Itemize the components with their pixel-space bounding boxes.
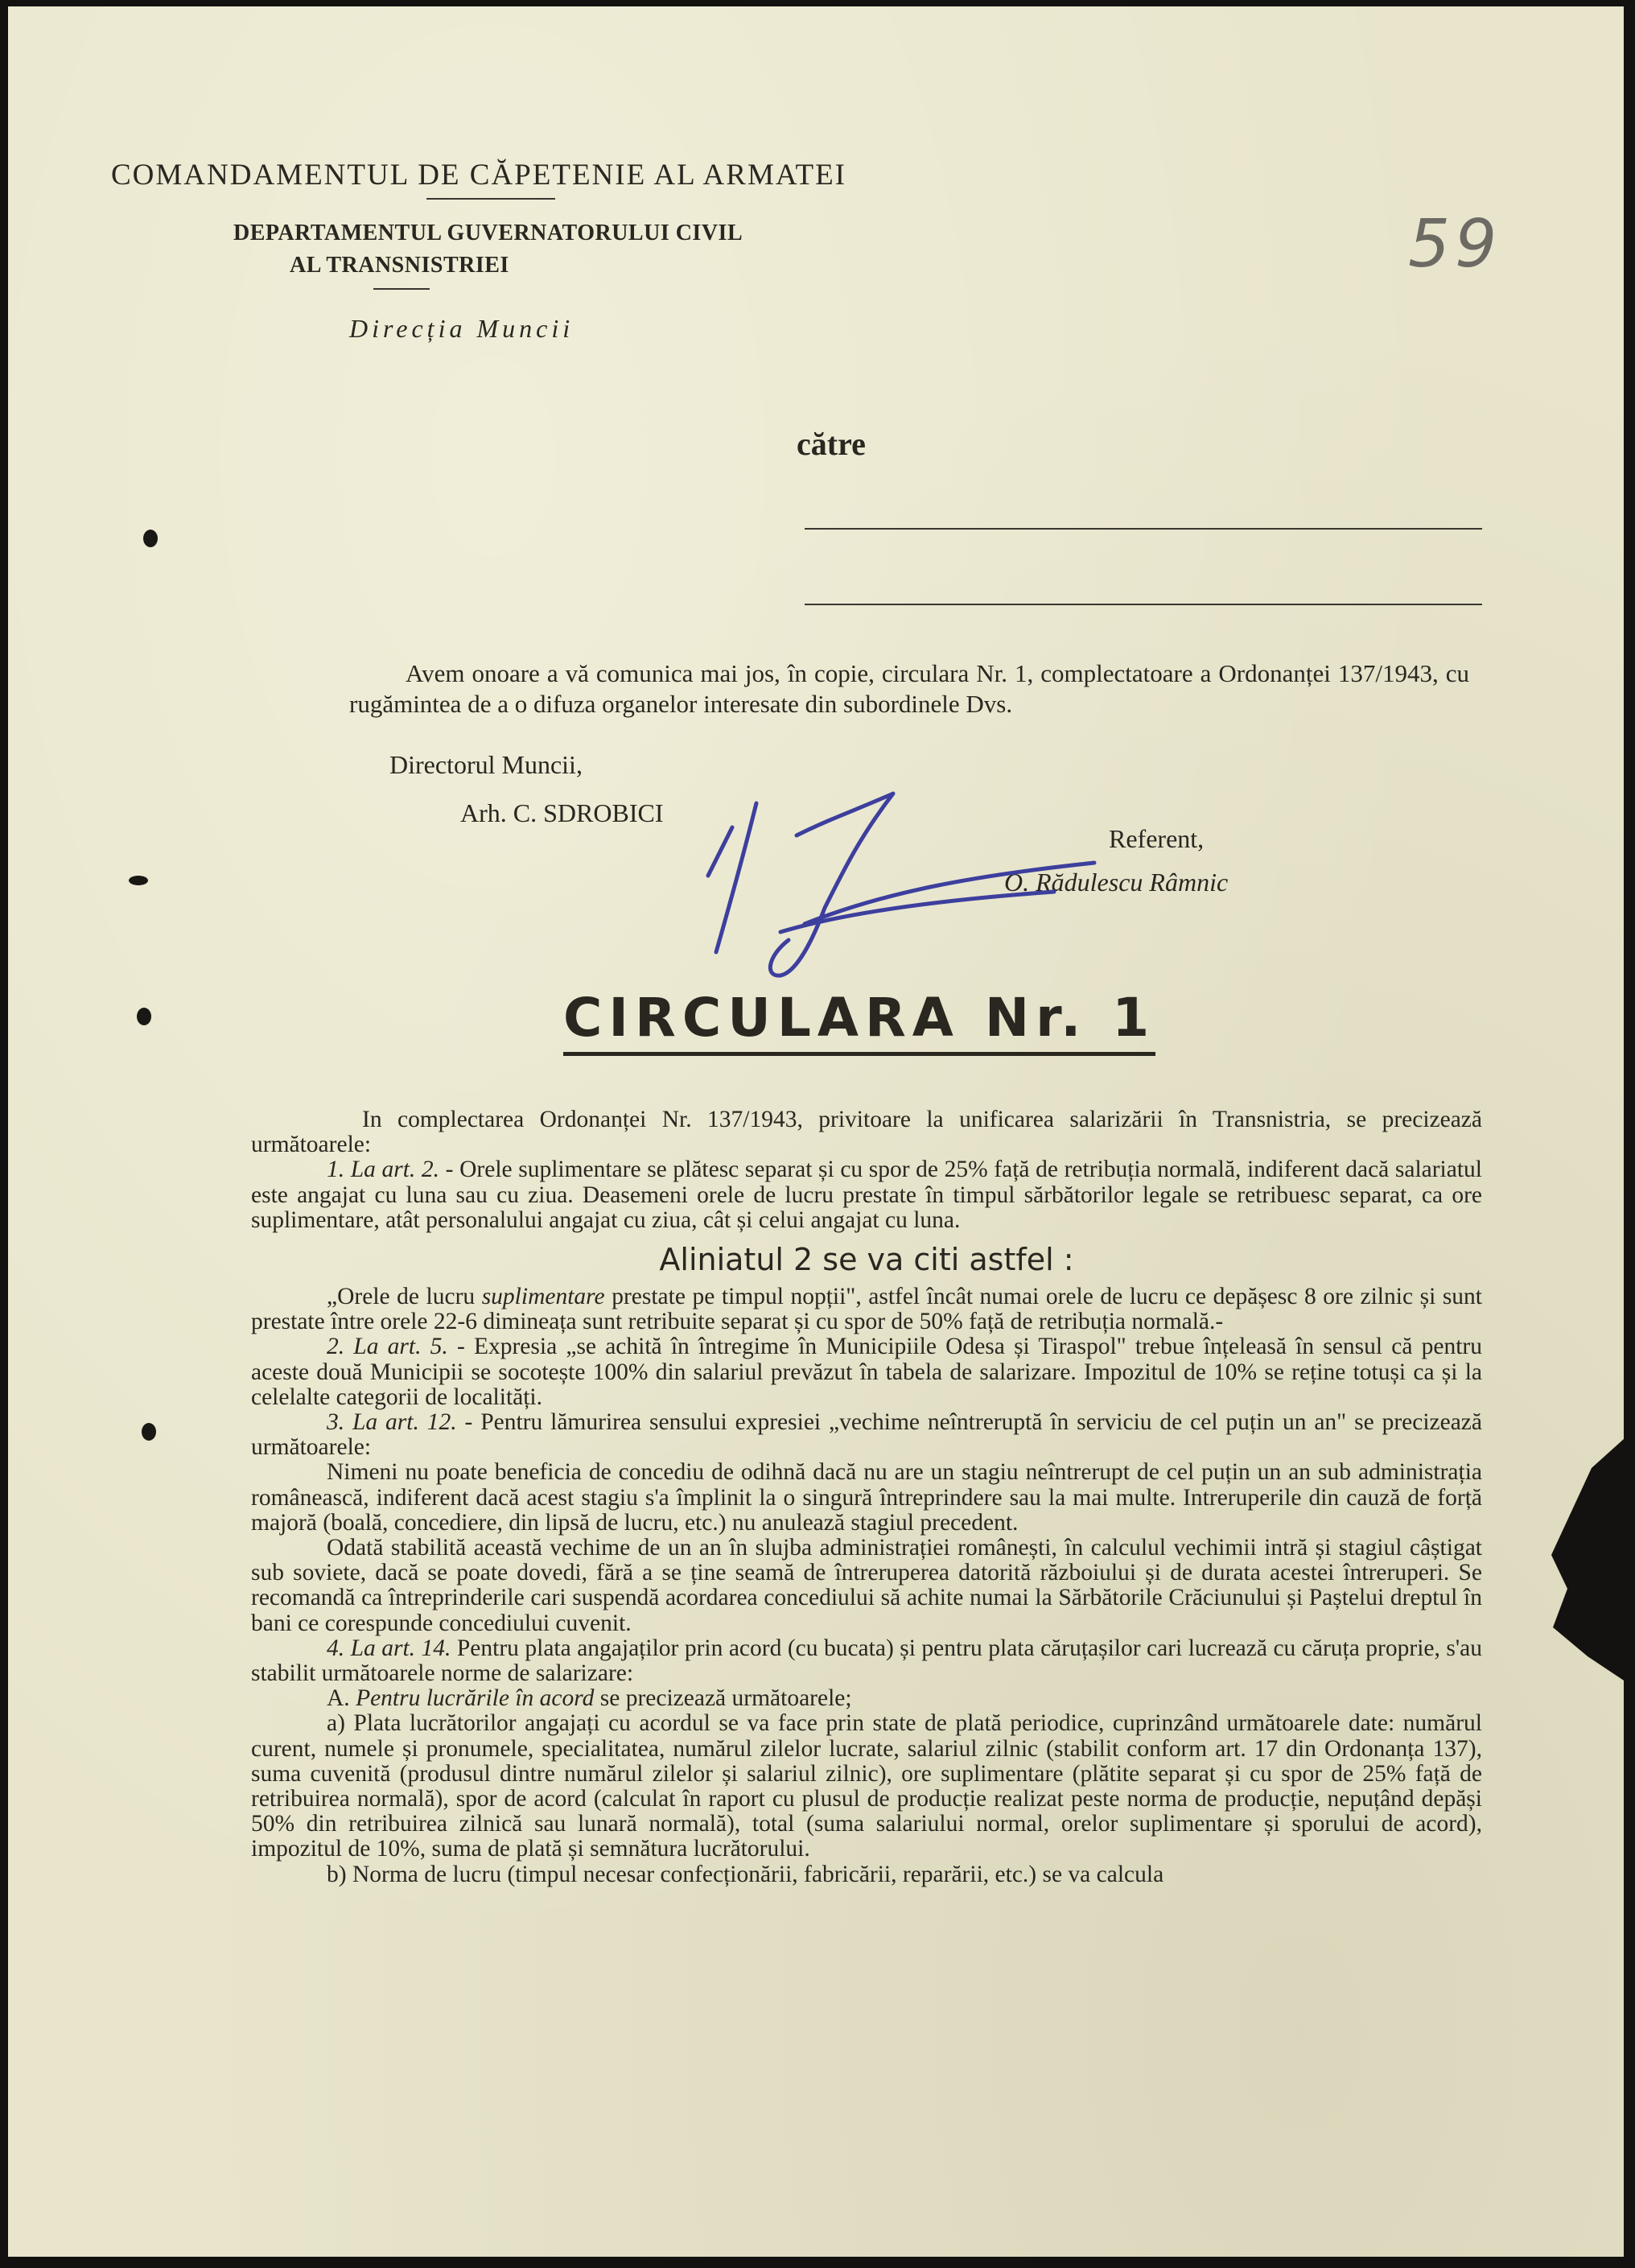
body-paragraph (251, 1107, 1482, 1157)
director-title: Directorul Muncii, (389, 750, 583, 779)
addressee-label: către (797, 426, 866, 462)
article-reference: 3. La art. 12. - (327, 1409, 473, 1436)
header-divider (373, 288, 430, 290)
body-paragraph (251, 1636, 1482, 1686)
handwritten-signature (684, 779, 1135, 988)
body-text: Expresia „se achită în întregime în Municipiile Odesa și Tiraspol" trebue înțeleasă în sensul că pentru aceste două Municipii se socotește 100% din salariul prevăzut în tabela de salarizare. Impozitul de 10% se reține totuși ca și la celelalte categorii de localități. (251, 1334, 1482, 1410)
header-department: DEPARTAMENTUL GUVERNATORULUI CIVIL (233, 221, 743, 245)
article-reference: 2. La art. 5. - (327, 1334, 465, 1360)
section-subtitle: Aliniatul 2 se va citi astfel : (659, 1242, 1074, 1278)
article-reference: 4. La art. 14. (327, 1635, 451, 1661)
header-command: COMANDAMENTUL DE CĂPETENIE AL ARMATEI (111, 159, 846, 192)
body-text: Pentru lămurirea sensului expresiei „vechime neîntreruptă în serviciu de cel puțin un an" se precizează următoarele: (251, 1409, 1482, 1461)
header-divider (426, 198, 555, 200)
body-paragraph (251, 1460, 1482, 1536)
body-text: se precizează următoarele; (594, 1685, 852, 1712)
punch-hole (129, 876, 148, 885)
body-paragraph (251, 1536, 1482, 1636)
torn-edge (1543, 1439, 1624, 1680)
intro-paragraph (349, 658, 1469, 720)
body-paragraph (251, 1410, 1482, 1460)
body-text: Nimeni nu poate beneficia de concediu de odihnă dacă nu are un stagiu neîntrerupt de cel puțin un an sub administrația românească, indiferent dacă acest stagiu s'a împlinit la o singură întreprindere sau la mai multe. Intreruperile din cauză de forță majoră (boală, concediere, din lipsă de lucru, etc.) nu anulează stagiul precedent. (251, 1459, 1482, 1536)
body-text: Odată stabilită această vechime de un an în slujba administrației românești, în calculul vechimii intră și stagiul câștigat sub soviete, dacă se poate dovedi, fără a se ține seamă de întreruperea datorită războiului și de durata acestei întreruperi. Se recomandă ca întreprinderile cari suspendă acordarea concediului să achite numai la Sărbătorile Crăciunului și Paștelui dreptul în bani ce corespunde concediului cuvenit. (251, 1535, 1482, 1636)
header-directorate: Direcția Muncii (349, 314, 575, 343)
header-transnistria: AL TRANSNISTRIEI (290, 253, 509, 278)
referent-title: Referent, (1109, 824, 1205, 853)
circular-body (251, 1107, 1482, 1887)
punch-hole (142, 1423, 156, 1441)
body-paragraph (251, 1862, 1482, 1887)
document-page (8, 6, 1624, 2257)
body-text: a) Plata lucrătorilor angajați cu acordul se va face prin state de plată periodice, cuprinzând următoarele date: numărul curent, numele și pronumele, specialitatea, numărul zilelor lucrate, salariul zilnic (stabilit conform art. 17 din Ordonanța 137), suma cuvenită (produsul dintre numărul zilelor și salariul zilnic), ore suplimentare (plătite separat și cu spor de 25% față de retribuirea normală), spor de acord (calculat în raport cu plusul de producție realizat peste norma de producție, nepuțând depăși 50% din retribuirea zilnică sau lunară normală), total (suma salariului normal, orelor suplimentare și sporului de acord), impozitul de 10%, suma de plată și semnătura lucrătorului. (251, 1710, 1482, 1862)
body-paragraph (251, 1285, 1482, 1334)
body-text: A. (327, 1685, 356, 1712)
circular-title: CIRCULARA Nr. 1 (563, 987, 1155, 1056)
article-reference: 1. La art. 2. - (327, 1157, 454, 1183)
emphasis-text: Pentru lucrările în acord (356, 1685, 595, 1712)
body-text: Orele suplimentare se plătesc separat și cu spor de 25% față de retribuția normală, indiferent dacă salariatul este angajat cu luna sau cu ziua. Deasemeni orele de lucru prestate în timpul sărbătorilor legale se retribuesc separat, ca ore suplimentare, atât personalului angajat cu ziua, cât și celui angajat cu luna. (251, 1157, 1482, 1233)
punch-hole (143, 530, 158, 547)
body-text: prestate pe timpul nopții", astfel încât numai orele de lucru ce depășesc 8 ore zilnic și sunt prestate între orele 22-6 dimineața sunt retribuite separat și cu spor de 50% față de retribuția normală.- (251, 1284, 1482, 1335)
body-paragraph (251, 1157, 1482, 1233)
director-name: Arh. C. SDROBICI (460, 798, 664, 827)
handwritten-page-number: 59 (1408, 206, 1502, 282)
intro-text: Avem onoare a vă comunica mai jos, în copie, circulara Nr. 1, complectatoare a Ordonanței 137/1943, cu rugămintea de a o difuza organelor interesate din subordinele Dvs. (349, 659, 1469, 718)
body-text: b) Norma de lucru (timpul necesar confecționării, fabricării, reparării, etc.) se va calcula (327, 1861, 1164, 1887)
addressee-blank-line (805, 528, 1482, 530)
body-text: Pentru plata angajaților prin acord (cu bucata) și pentru plata căruțașilor cari lucrează cu căruța proprie, s'au stabilit următoarele norme de salarizare: (251, 1635, 1482, 1687)
emphasis-text: suplimentare (481, 1284, 605, 1310)
referent-name: O. Rădulescu Râmnic (1004, 868, 1229, 897)
body-paragraph (251, 1686, 1482, 1711)
body-text: In complectarea Ordonanței Nr. 137/1943, privitoare la unificarea salarizării în Transnistria, se precizează următoarele: (251, 1107, 1482, 1158)
punch-hole (137, 1008, 151, 1025)
body-text: „Orele de lucru (327, 1284, 482, 1310)
addressee-blank-line (805, 604, 1482, 605)
body-paragraph (251, 1711, 1482, 1862)
body-paragraph (251, 1334, 1482, 1410)
